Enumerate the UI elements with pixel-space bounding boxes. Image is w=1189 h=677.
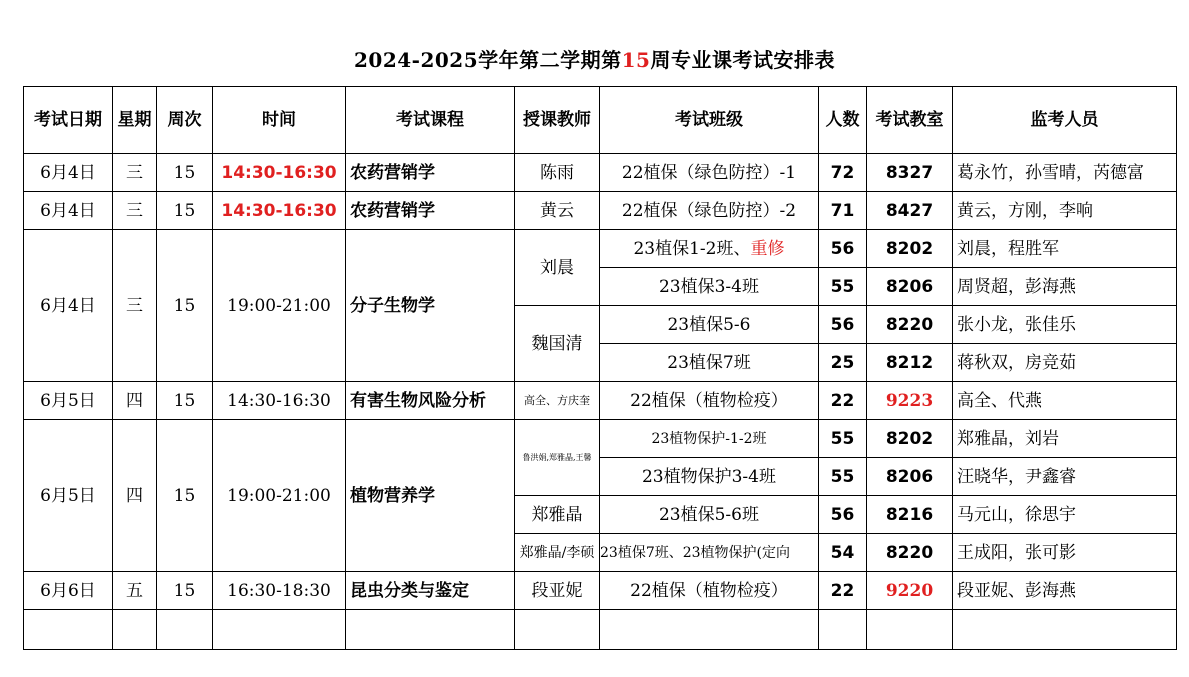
cell-proctor: 蒋秋双，房竞茹 [953, 344, 1177, 382]
header-count: 人数 [819, 87, 867, 154]
cell-proctor: 马元山，徐思宇 [953, 496, 1177, 534]
cell-course: 有害生物风险分析 [346, 382, 515, 420]
cell-time: 14:30-16:30 [213, 192, 346, 230]
cell-count: 56 [819, 496, 867, 534]
cell-room: 8206 [867, 458, 953, 496]
cell-proctor: 段亚妮、彭海燕 [953, 572, 1177, 610]
header-class: 考试班级 [600, 87, 819, 154]
cell-date: 6月5日 [24, 382, 113, 420]
cell-proctor: 刘晨，程胜军 [953, 230, 1177, 268]
cell-proctor: 周贤超，彭海燕 [953, 268, 1177, 306]
header-proctor: 监考人员 [953, 87, 1177, 154]
cell-room: 8202 [867, 420, 953, 458]
cell-class: 23植保7班 [600, 344, 819, 382]
cell-room: 8220 [867, 306, 953, 344]
header-week: 周次 [157, 87, 213, 154]
cell-date: 6月5日 [24, 420, 113, 572]
cell-proctor: 葛永竹，孙雪晴，芮德富 [953, 154, 1177, 192]
cell-room: 8202 [867, 230, 953, 268]
cell-date: 6月4日 [24, 154, 113, 192]
cell-class: 22植保（植物检疫） [600, 382, 819, 420]
cell-weekday: 五 [113, 572, 157, 610]
cell-date: 6月6日 [24, 572, 113, 610]
cell-count: 25 [819, 344, 867, 382]
table-row [24, 572, 1177, 610]
cell-course: 农药营销学 [346, 192, 515, 230]
cell-room: 8327 [867, 154, 953, 192]
header-date: 考试日期 [24, 87, 113, 154]
cell-room: 9220 [867, 572, 953, 610]
title-week-number: 15 [621, 48, 651, 72]
cell-count: 22 [819, 572, 867, 610]
cell-count: 55 [819, 420, 867, 458]
empty-cell [600, 610, 819, 650]
cell-room: 8220 [867, 534, 953, 572]
header-weekday: 星期 [113, 87, 157, 154]
table-row [24, 420, 1177, 458]
cell-time: 16:30-18:30 [213, 572, 346, 610]
cell-time: 19:00-21:00 [213, 420, 346, 572]
empty-cell [867, 610, 953, 650]
cell-teacher: 高全、方庆奎 [515, 382, 600, 420]
cell-proctor: 高全、代燕 [953, 382, 1177, 420]
cell-teacher: 鲁洪娟,郑雅晶,王馨 [515, 420, 600, 496]
empty-cell [346, 610, 515, 650]
empty-cell [24, 610, 113, 650]
cell-class: 22植保（绿色防控）-2 [600, 192, 819, 230]
cell-date: 6月4日 [24, 192, 113, 230]
empty-row [24, 610, 1177, 650]
cell-count: 54 [819, 534, 867, 572]
cell-room: 8427 [867, 192, 953, 230]
cell-room: 8216 [867, 496, 953, 534]
cell-time: 14:30-16:30 [213, 382, 346, 420]
cell-course: 农药营销学 [346, 154, 515, 192]
cell-proctor: 王成阳，张可影 [953, 534, 1177, 572]
header-room: 考试教室 [867, 87, 953, 154]
table-row [24, 192, 1177, 230]
cell-class: 23植保5-6 [600, 306, 819, 344]
empty-cell [515, 610, 600, 650]
cell-count: 56 [819, 230, 867, 268]
cell-count: 55 [819, 458, 867, 496]
cell-week: 15 [157, 420, 213, 572]
header-course: 考试课程 [346, 87, 515, 154]
cell-course: 分子生物学 [346, 230, 515, 382]
class-text: 23植保1-2班、 [633, 238, 751, 259]
empty-cell [953, 610, 1177, 650]
cell-class: 23植物保护-1-2班 [600, 420, 819, 458]
cell-class: 22植保（绿色防控）-1 [600, 154, 819, 192]
cell-room: 8206 [867, 268, 953, 306]
cell-time: 14:30-16:30 [213, 154, 346, 192]
cell-class [600, 230, 819, 268]
cell-week: 15 [157, 192, 213, 230]
table-row [24, 154, 1177, 192]
cell-week: 15 [157, 382, 213, 420]
cell-time: 19:00-21:00 [213, 230, 346, 382]
cell-room: 9223 [867, 382, 953, 420]
retake-label: 重修 [750, 238, 785, 259]
cell-class: 23植物保护3-4班 [600, 458, 819, 496]
cell-week: 15 [157, 230, 213, 382]
page-title [0, 44, 1189, 73]
cell-count: 71 [819, 192, 867, 230]
header-row [24, 87, 1177, 154]
cell-teacher: 刘晨 [515, 230, 600, 306]
cell-course: 昆虫分类与鉴定 [346, 572, 515, 610]
table-row [24, 230, 1177, 268]
cell-count: 55 [819, 268, 867, 306]
cell-count: 22 [819, 382, 867, 420]
cell-proctor: 汪晓华，尹鑫睿 [953, 458, 1177, 496]
cell-count: 56 [819, 306, 867, 344]
cell-teacher: 陈雨 [515, 154, 600, 192]
table-row [24, 382, 1177, 420]
cell-course: 植物营养学 [346, 420, 515, 572]
title-part1: 2024-2025学年第二学期第 [354, 48, 622, 72]
header-time: 时间 [213, 87, 346, 154]
cell-teacher: 魏国清 [515, 306, 600, 382]
cell-weekday: 四 [113, 420, 157, 572]
empty-cell [157, 610, 213, 650]
cell-proctor: 张小龙，张佳乐 [953, 306, 1177, 344]
empty-cell [819, 610, 867, 650]
cell-class: 23植保5-6班 [600, 496, 819, 534]
cell-week: 15 [157, 572, 213, 610]
cell-weekday: 四 [113, 382, 157, 420]
exam-schedule-table [23, 86, 1177, 650]
cell-date: 6月4日 [24, 230, 113, 382]
cell-weekday: 三 [113, 192, 157, 230]
cell-proctor: 黄云，方刚，李响 [953, 192, 1177, 230]
cell-room: 8212 [867, 344, 953, 382]
header-teacher: 授课教师 [515, 87, 600, 154]
cell-teacher: 郑雅晶/李硕 [515, 534, 600, 572]
cell-count: 72 [819, 154, 867, 192]
cell-week: 15 [157, 154, 213, 192]
empty-cell [213, 610, 346, 650]
cell-weekday: 三 [113, 230, 157, 382]
cell-class: 22植保（植物检疫） [600, 572, 819, 610]
cell-teacher: 黄云 [515, 192, 600, 230]
empty-cell [113, 610, 157, 650]
cell-class: 23植保3-4班 [600, 268, 819, 306]
cell-teacher: 郑雅晶 [515, 496, 600, 534]
cell-class: 23植保7班、23植物保护(定向 [600, 534, 819, 572]
title-part2: 周专业课考试安排表 [650, 48, 835, 72]
cell-teacher: 段亚妮 [515, 572, 600, 610]
cell-proctor: 郑雅晶，刘岩 [953, 420, 1177, 458]
cell-weekday: 三 [113, 154, 157, 192]
